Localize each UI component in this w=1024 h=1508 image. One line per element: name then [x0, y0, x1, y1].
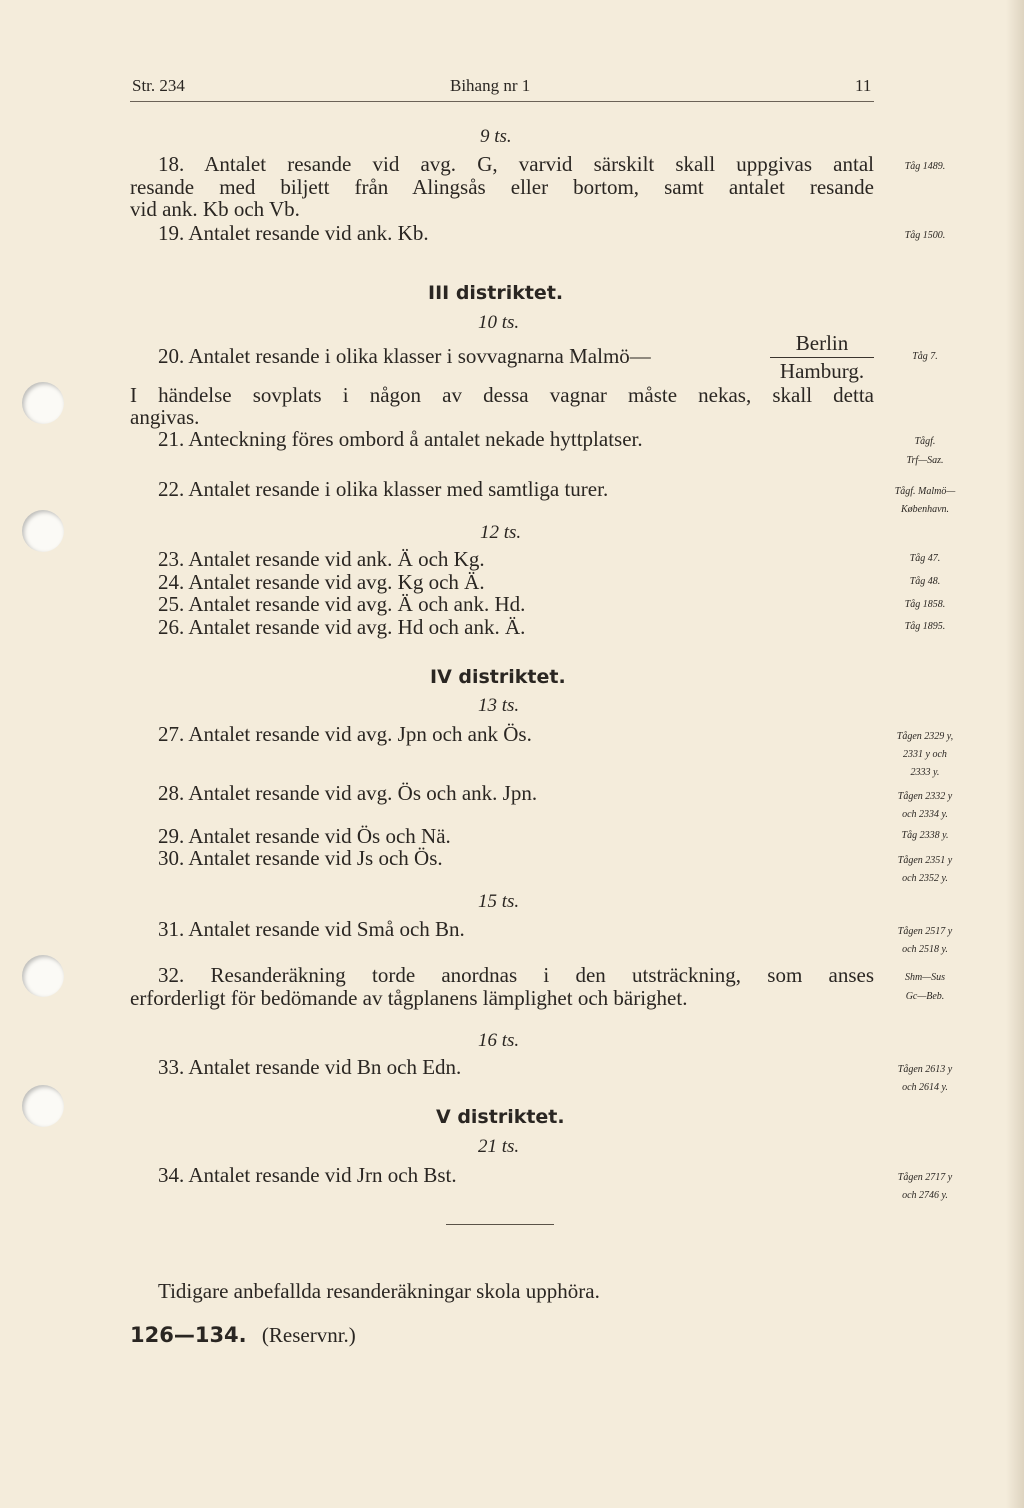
side-note-20: Tåg 7.	[912, 351, 938, 362]
section-district-5: V distriktet.	[436, 1106, 565, 1128]
header-center: Bihang nr 1	[450, 76, 531, 95]
item-31: 31. Antalet resande vid Små och Bn.	[158, 917, 465, 941]
item-20-fraction-bottom: Hamburg.	[779, 359, 865, 383]
item-32-line2: erforderligt för bedömande av tågplanens lämplighet och bärighet.	[130, 986, 688, 1010]
item-32-line1: 32. Resanderäkning torde anordnas i den utsträckning, som anses	[158, 963, 874, 987]
item-20-main: 20. Antalet resande i olika klasser i sovvagnarna Malmö—	[158, 344, 651, 368]
header-rule	[130, 101, 874, 102]
item-18-line3: vid ank. Kb och Vb.	[130, 197, 300, 221]
section-district-3: III distriktet.	[428, 282, 564, 304]
item-29: 29. Antalet resande vid Ös och Nä.	[158, 824, 451, 848]
item-20-fraction-top: Berlin	[795, 331, 849, 355]
side-note-27c: 2333 y.	[910, 767, 940, 778]
item-20-line2: I händelse sovplats i någon av dessa vagnar måste nekas, skall detta	[130, 383, 874, 407]
side-note-27b: 2331 y och	[903, 749, 947, 760]
side-note-22b: København.	[900, 504, 950, 515]
item-27: 27. Antalet resande vid avg. Jpn och ank Ös.	[158, 722, 532, 746]
side-note-33b: och 2614 y.	[902, 1082, 948, 1093]
item-24: 24. Antalet resande vid avg. Kg och Ä.	[158, 570, 485, 594]
header-page-number: 11	[855, 76, 872, 95]
item-20-fraction-bar	[770, 357, 874, 358]
item-21: 21. Anteckning föres ombord å antalet nekade hyttplatser.	[158, 427, 643, 451]
item-22: 22. Antalet resande i olika klasser med samtliga turer.	[158, 477, 609, 501]
side-note-27a: Tågen 2329 y,	[896, 731, 954, 742]
side-note-23: Tåg 47.	[909, 553, 941, 564]
side-note-21a: Tågf.	[914, 436, 936, 447]
side-note-21b: Trf—Saz.	[906, 455, 944, 466]
item-26: 26. Antalet resande vid avg. Hd och ank. Ä.	[158, 615, 526, 639]
section-ts10: 10 ts.	[478, 312, 520, 333]
side-note-34a: Tågen 2717 y	[897, 1172, 953, 1183]
section-ts13: 13 ts.	[478, 695, 520, 716]
page-edge-shadow	[1006, 0, 1024, 1508]
item-28: 28. Antalet resande vid avg. Ös och ank. Jpn.	[158, 781, 538, 805]
item-20-line3: angivas.	[130, 405, 200, 429]
side-note-22a: Tågf. Malmö—	[894, 486, 956, 497]
item-30: 30. Antalet resande vid Js och Ös.	[158, 846, 443, 870]
side-note-32a: Shm—Sus	[904, 972, 945, 983]
side-note-29: Tåg 2338 y.	[901, 830, 949, 841]
side-note-30b: och 2352 y.	[902, 873, 948, 884]
side-note-18: Tåg 1489.	[904, 161, 946, 172]
section-ts16: 16 ts.	[478, 1030, 520, 1051]
punch-hole	[22, 510, 64, 552]
side-note-26: Tåg 1895.	[904, 621, 946, 632]
side-note-28a: Tågen 2332 y	[897, 791, 953, 802]
item-33: 33. Antalet resande vid Bn och Edn.	[158, 1055, 462, 1079]
item-18-line2: resande med biljett från Alingsås eller bortom, samt antalet resande	[130, 175, 874, 199]
header-left: Str. 234	[132, 76, 185, 95]
side-note-19: Tåg 1500.	[904, 230, 946, 241]
item-25: 25. Antalet resande vid avg. Ä och ank. Hd.	[158, 592, 526, 616]
side-note-24: Tåg 48.	[909, 576, 941, 587]
side-note-25: Tåg 1858.	[904, 599, 946, 610]
side-note-33a: Tågen 2613 y	[897, 1064, 953, 1075]
item-34: 34. Antalet resande vid Jrn och Bst.	[158, 1163, 457, 1187]
section-ts12: 12 ts.	[480, 522, 522, 543]
separator-rule	[446, 1224, 554, 1225]
item-19: 19. Antalet resande vid ank. Kb.	[158, 221, 429, 245]
side-note-34b: och 2746 y.	[902, 1190, 948, 1201]
section-district-4: IV distriktet.	[430, 666, 566, 688]
reserv-line	[130, 1323, 356, 1348]
punch-hole	[22, 1085, 64, 1127]
side-note-30a: Tågen 2351 y	[897, 855, 953, 866]
punch-hole	[22, 955, 64, 997]
reserv-number: 126—134.	[130, 1323, 247, 1347]
side-note-31b: och 2518 y.	[902, 944, 948, 955]
section-ts9: 9 ts.	[480, 126, 512, 147]
closing-note: Tidigare anbefallda resanderäkningar skola upphöra.	[158, 1279, 600, 1303]
side-note-28b: och 2334 y.	[902, 809, 948, 820]
section-ts15: 15 ts.	[478, 891, 520, 912]
item-18-line1: 18. Antalet resande vid avg. G, varvid särskilt skall uppgivas antal	[158, 152, 874, 176]
section-ts21: 21 ts.	[478, 1136, 520, 1157]
side-note-31a: Tågen 2517 y	[897, 926, 953, 937]
punch-hole	[22, 382, 64, 424]
side-note-32b: Gc—Beb.	[905, 991, 945, 1002]
reserv-text: (Reservnr.)	[261, 1323, 356, 1347]
item-23: 23. Antalet resande vid ank. Ä och Kg.	[158, 547, 485, 571]
